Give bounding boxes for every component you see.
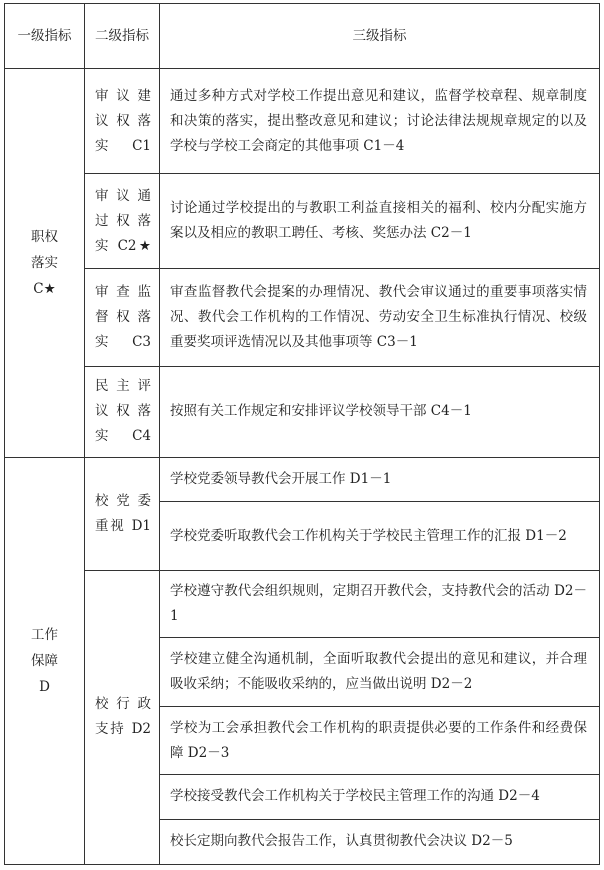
level3-indicator: 学校接受教代会工作机构关于学校民主管理工作的沟通 D2－4 — [160, 775, 600, 819]
level2-indicator-c4 — [85, 366, 160, 458]
level1-line: C★ — [33, 281, 56, 298]
level2-line: 校 行 政 — [95, 696, 151, 713]
level2-indicator-d2 — [85, 570, 160, 864]
level1-indicator-c — [5, 69, 85, 458]
level2-line: 审 议 通 — [95, 187, 151, 204]
level3-indicator: 按照有关工作规定和安排评议学校领导干部 C4－1 — [160, 366, 600, 458]
level2-line: 审 议 建 — [95, 87, 151, 104]
level2-indicator-c2 — [85, 174, 160, 269]
level2-line: 支持 D2 — [95, 721, 151, 738]
level2-line: 议 权 落 — [95, 112, 151, 129]
level3-indicator: 审查监督教代会提案的办理情况、教代会审议通过的重要事项落实情况、教代会工作机构的工作情况、劳动安全卫生标准执行情况、校级重要奖项评选情况以及其他事项等 C3－1 — [160, 268, 600, 366]
level1-line: D — [39, 679, 50, 696]
table-row — [5, 69, 600, 174]
level2-line: 实 C2★ — [95, 237, 151, 254]
level1-line: 落实 — [31, 255, 58, 272]
level2-line: 审 查 监 — [95, 283, 151, 300]
level1-line: 职权 — [31, 229, 58, 246]
level3-indicator: 学校党委听取教代会工作机构关于学校民主管理工作的汇报 D1－2 — [160, 502, 600, 570]
table-row — [5, 458, 600, 502]
level2-line: 重视 D1 — [95, 518, 151, 534]
level3-indicator: 通过多种方式对学校工作提出意见和建议，监督学校章程、规章制度和决策的落实，提出整改意见和建议；讨论法律法规规章规定的以及学校与学校工会商定的其他事项 C1－4 — [160, 69, 600, 174]
table-row — [5, 174, 600, 269]
header-row — [5, 4, 600, 69]
level1-line: 工作 — [31, 627, 58, 644]
level2-line: 议 权 落 — [95, 403, 151, 420]
level2-line: 实 C1 — [95, 137, 151, 154]
level3-indicator: 讨论通过学校提出的与教职工利益直接相关的福利、校内分配实施方案以及相应的教职工聘任、考核、奖惩办法 C2－1 — [160, 174, 600, 269]
level2-line: 民 主 评 — [95, 378, 151, 395]
level3-indicator: 学校建立健全沟通机制，全面听取教代会提出的意见和建议，并合理吸收采纳；不能吸收采纳的，应当做出说明 D2－2 — [160, 638, 600, 706]
level3-indicator: 学校为工会承担教代会工作机构的职责提供必要的工作条件和经费保障 D2－3 — [160, 706, 600, 774]
level1-indicator-d — [5, 458, 85, 865]
table-row — [5, 268, 600, 366]
level3-indicator: 学校党委领导教代会开展工作 D1－1 — [160, 458, 600, 502]
level2-line: 过 权 落 — [95, 212, 151, 229]
header-level2: 二级指标 — [85, 4, 160, 69]
level3-indicator: 学校遵守教代会组织规则，定期召开教代会，支持教代会的活动 D2－1 — [160, 570, 600, 637]
level2-indicator-d1 — [85, 458, 160, 571]
level2-line: 实 C4 — [95, 428, 151, 445]
level2-line: 督 权 落 — [95, 308, 151, 325]
level1-line: 保障 — [31, 653, 58, 670]
level3-indicator: 校长定期向教代会报告工作，认真贯彻教代会决议 D2－5 — [160, 819, 600, 864]
table-row — [5, 366, 600, 458]
level2-indicator-c1 — [85, 69, 160, 174]
header-level1: 一级指标 — [5, 4, 85, 69]
table-row — [5, 570, 600, 637]
header-level3: 三级指标 — [160, 4, 600, 69]
level2-line: 实 C3 — [95, 333, 151, 350]
level2-indicator-c3 — [85, 268, 160, 366]
indicator-table — [4, 3, 600, 865]
level2-line: 校 党 委 — [95, 493, 151, 509]
